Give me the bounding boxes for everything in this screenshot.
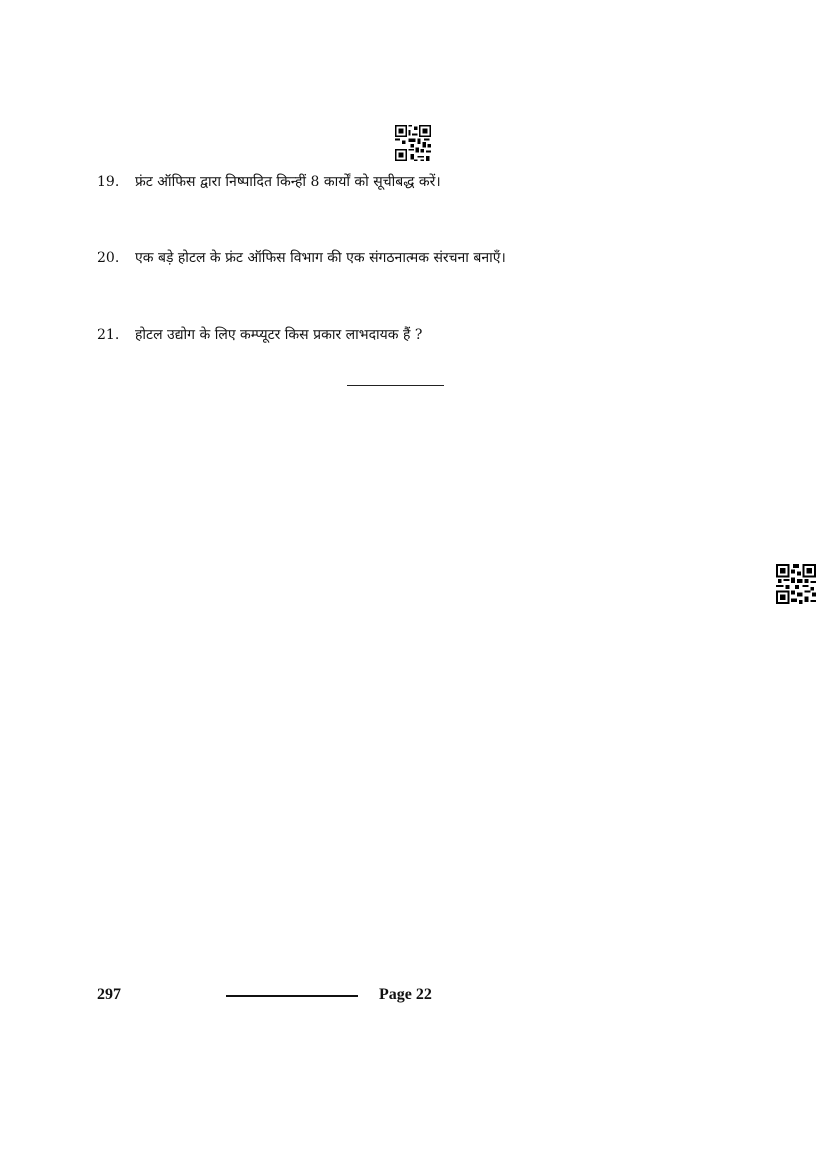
qr-code-icon [395,125,431,161]
paper-code: 297 [97,986,121,1003]
question-text: एक बड़े होटल के फ्रंट ऑफिस विभाग की एक संगठनात्मक संरचना बनाएँ। [135,250,506,266]
end-of-questions-divider [347,385,444,386]
question-text: होटल उद्योग के लिए कम्प्यूटर किस प्रकार लाभदायक हैं ? [135,327,423,343]
question-number: 19. [97,174,120,190]
question-text: फ्रंट ऑफिस द्वारा निष्पादित किन्हीं 8 कार्यों को सूचीबद्ध करें। [135,174,441,190]
qr-code-icon [776,564,816,604]
page-number: Page 22 [379,986,432,1003]
question-20 [97,249,506,267]
question-number: 21. [97,327,120,343]
question-number: 20. [97,250,120,266]
footer-divider [226,995,358,997]
question-19 [97,173,441,191]
question-21 [97,326,422,344]
